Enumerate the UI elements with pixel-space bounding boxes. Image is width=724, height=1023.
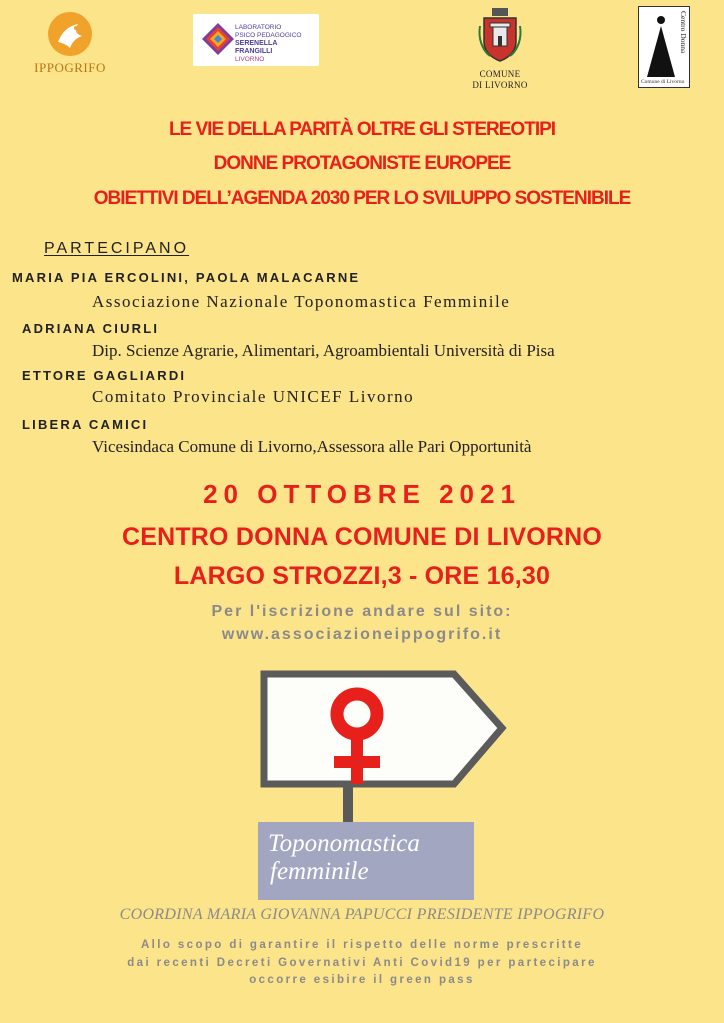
- participant-name: LIBERA CAMICI: [22, 417, 149, 432]
- event-address: LARGO STROZZI,3 - ORE 16,30: [173, 562, 551, 590]
- coordinator-line: COORDINA MARIA GIOVANNA PAPUCCI PRESIDENTE IPPOGRIFO: [119, 906, 605, 923]
- laboratorio-emblem-icon: [201, 22, 235, 56]
- laboratorio-line: LIVORNO: [235, 56, 265, 63]
- covid-notice-line: Allo scopo di garantire il rispetto delle norme prescritte: [140, 939, 584, 951]
- participants-heading: PARTECIPANO: [44, 240, 190, 257]
- laboratorio-line: LABORATORIO: [235, 24, 282, 31]
- plaque-line: femminile: [270, 858, 369, 885]
- laboratorio-line: PSICO PEDAGOGICO: [235, 32, 302, 39]
- laboratorio-line: SERENELLA FRANGILLI: [235, 40, 278, 55]
- woman-silhouette-icon: [642, 11, 680, 81]
- registration-text: Per l'iscrizione andare sul sito:: [211, 603, 513, 620]
- plaque-line: Toponomastica: [268, 830, 420, 857]
- comune-caption: DI LIVORNO: [472, 80, 528, 90]
- street-sign-illustration: [258, 664, 508, 824]
- centro-donna-sub-text: Comune di Livorno: [641, 79, 685, 85]
- venus-symbol-icon: [322, 686, 392, 796]
- participant-affiliation: Vicesindaca Comune di Livorno,Assessora alle Pari Opportunità: [92, 437, 532, 456]
- event-venue: CENTRO DONNA COMUNE DI LIVORNO: [121, 523, 603, 551]
- participant-affiliation: Dip. Scienze Agrarie, Alimentari, Agroambientali Università di Pisa: [92, 341, 555, 360]
- centro-donna-logo: [638, 6, 690, 88]
- participant-name: ADRIANA CIURLI: [22, 321, 160, 336]
- covid-notice-line: dai recenti Decreti Governativi Anti Covid19 per partecipare: [127, 957, 597, 969]
- covid-notice-line: occorre esibire il green pass: [249, 974, 475, 986]
- comune-livorno-logo: [460, 6, 540, 92]
- toponomastica-plaque: [258, 822, 474, 900]
- headline-line: LE VIE DELLA PARITÀ OLTRE GLI STEREOTIPI: [168, 119, 556, 140]
- comune-caption: COMUNE: [479, 69, 521, 79]
- event-date: 20 OTTOBRE 2021: [203, 479, 521, 509]
- centro-donna-vertical-text: Centro Donna: [679, 11, 688, 54]
- participant-affiliation: Comitato Provinciale UNICEF Livorno: [92, 387, 415, 406]
- ippogrifo-logo: [30, 12, 110, 82]
- ippogrifo-emblem-icon: [48, 12, 92, 56]
- participant-name: ETTORE GAGLIARDI: [22, 368, 187, 383]
- headline-line: DONNE PROTAGONISTE EUROPEE: [213, 153, 511, 174]
- laboratorio-logo: [193, 14, 319, 66]
- participant-name: MARIA PIA ERCOLINI, PAOLA MALACARNE: [12, 270, 361, 285]
- headline-line: OBIETTIVI DELL’AGENDA 2030 PER LO SVILUPPO SOSTENIBILE: [93, 188, 631, 209]
- coat-of-arms-icon: [476, 6, 524, 64]
- ippogrifo-caption: IPPOGRIFO: [34, 60, 106, 75]
- participant-affiliation: Associazione Nazionale Toponomastica Femminile: [92, 292, 511, 311]
- registration-url[interactable]: www.associazioneippogrifo.it: [221, 626, 503, 643]
